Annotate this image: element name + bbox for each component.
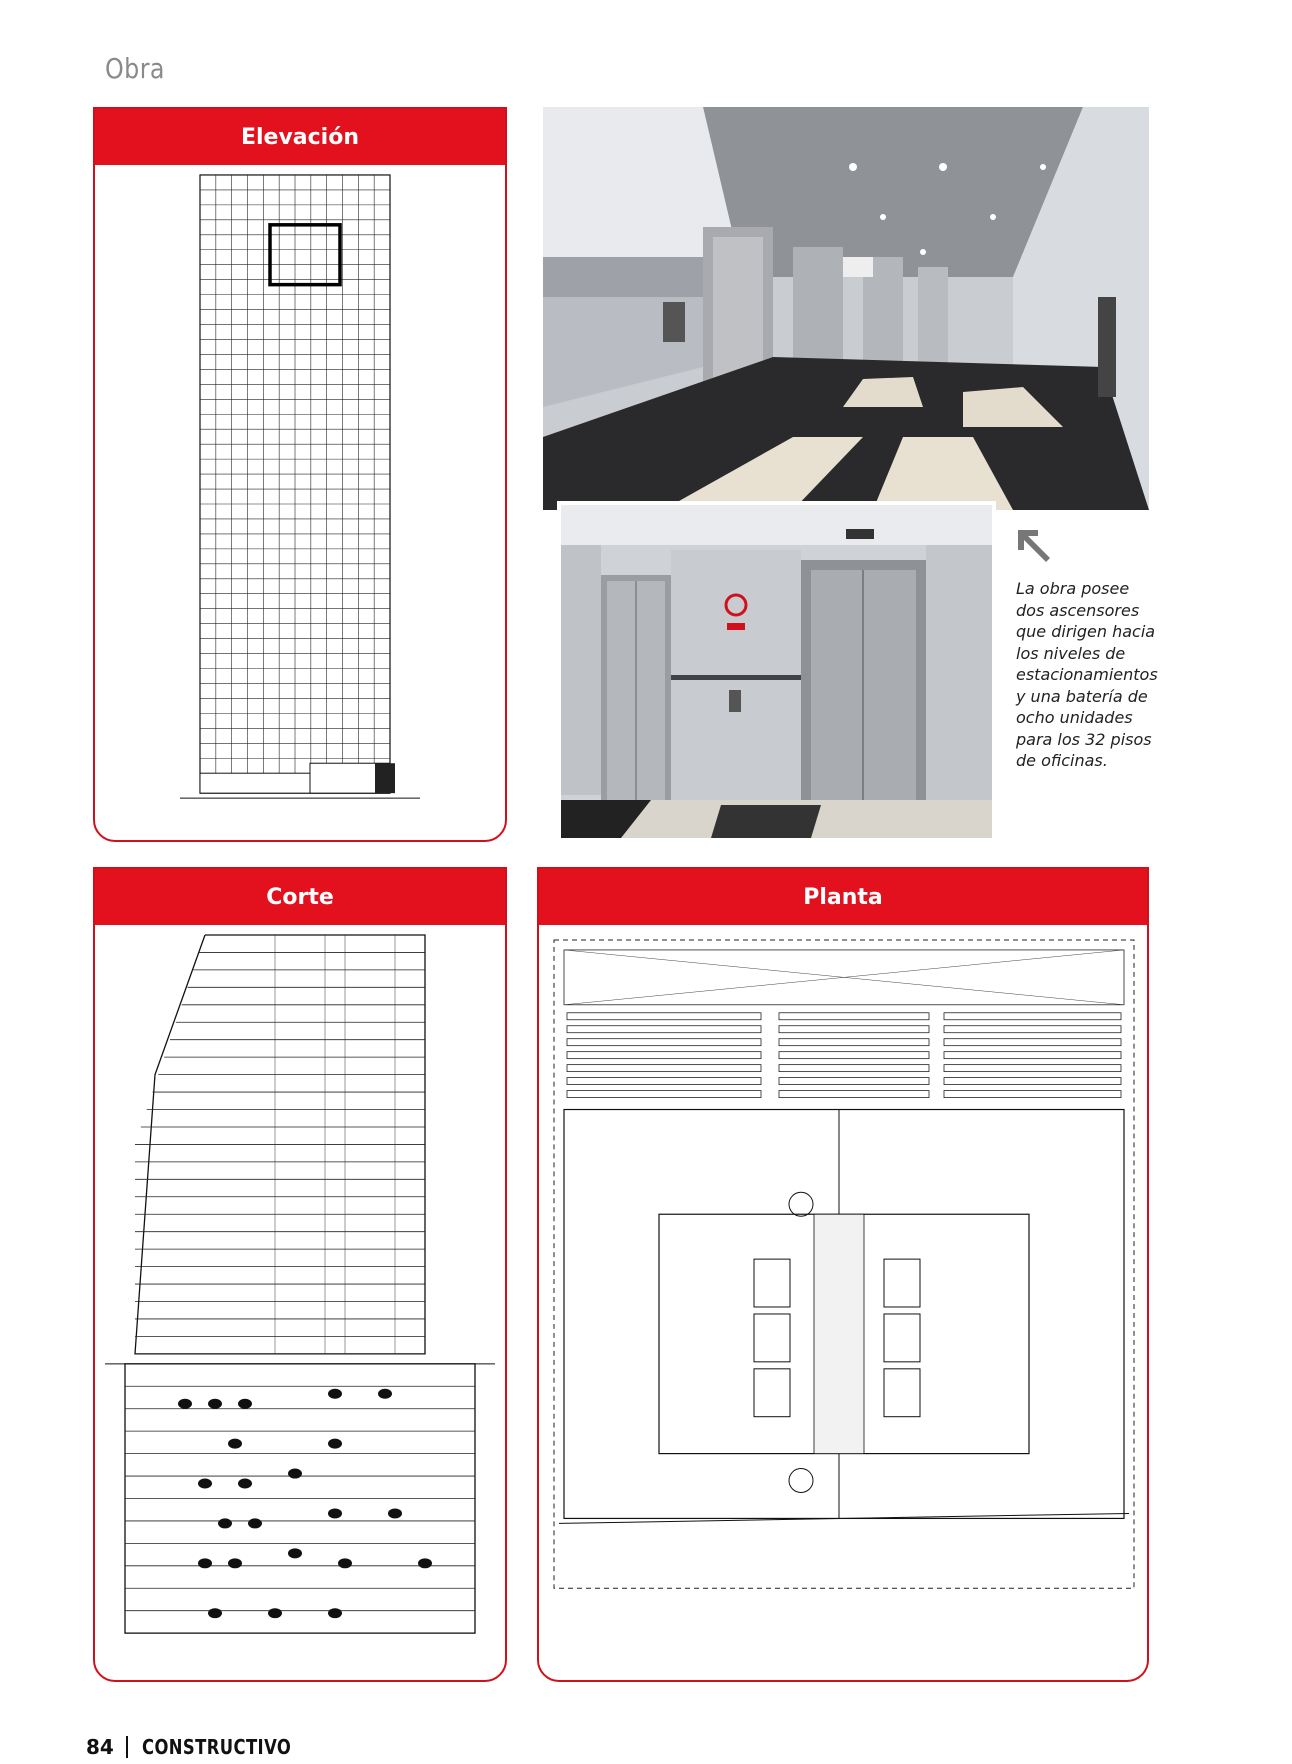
magazine-name: CONSTRUCTIVO [141,1735,292,1759]
page-number: 84 [86,1735,114,1759]
plan-panel [537,867,1149,1682]
elevation-panel [93,107,507,842]
footer-divider [126,1736,128,1758]
section-label: Obra [105,52,165,85]
plan-drawing [539,925,1147,1680]
plan-title: Planta [539,869,1147,925]
arrow-up-left-icon [1016,528,1052,564]
section-panel [93,867,507,1682]
photo-caption: La obra posee dos ascensores que dirigen hacia los niveles de estacionamientos y una batería de ocho unidades para los 32 pisos de oficinas. [1016,579,1158,770]
elevation-drawing [95,165,505,840]
section-drawing [95,925,505,1680]
section-title: Corte [95,869,505,925]
lobby-photo [543,107,1149,510]
elevation-title: Elevación [95,109,505,165]
elevators-photo [557,501,996,842]
page-footer [86,1735,324,1759]
